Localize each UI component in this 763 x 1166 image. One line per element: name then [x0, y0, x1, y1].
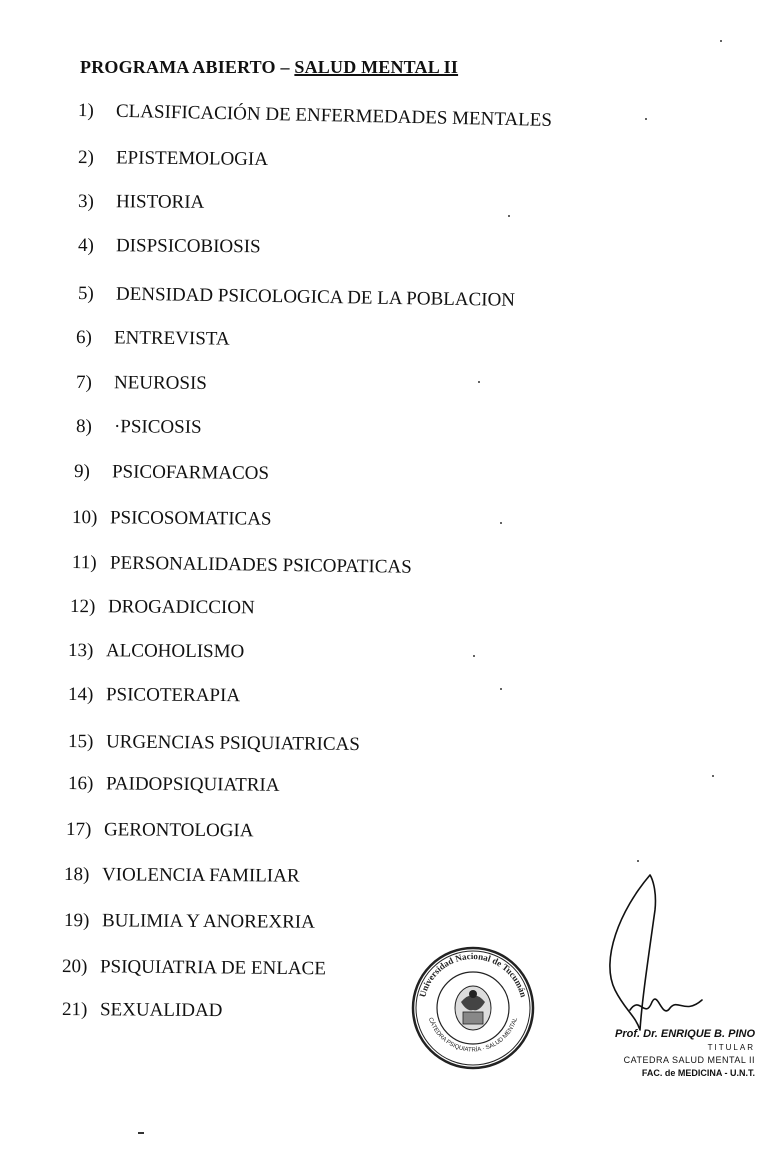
list-item	[66, 819, 254, 842]
list-item	[64, 864, 300, 888]
item-text: HISTORIA	[115, 191, 205, 213]
item-number: 13)	[67, 640, 94, 662]
item-text: EPISTEMOLOGIA	[115, 147, 269, 170]
item-text: URGENCIAS PSIQUIATRICAS	[105, 731, 361, 756]
item-number: 7)	[75, 372, 92, 394]
list-item	[64, 910, 315, 934]
signer-role: TITULAR	[707, 1043, 755, 1052]
list-item	[72, 552, 412, 579]
signature-stamp	[575, 1028, 755, 1080]
item-text: DENSIDAD PSICOLOGICA DE LA POBLACION	[115, 283, 516, 311]
signer-chair: CATEDRA SALUD MENTAL II	[623, 1055, 755, 1065]
item-text: PSICOFARMACOS	[111, 461, 270, 485]
list-item	[68, 731, 360, 756]
list-item	[68, 640, 244, 663]
title-subject: SALUD MENTAL II	[294, 57, 459, 77]
item-number: 11)	[71, 552, 97, 574]
title-prefix: PROGRAMA ABIERTO –	[80, 57, 295, 77]
item-number: 4)	[77, 235, 94, 257]
item-number: 1)	[77, 100, 95, 122]
list-item	[78, 191, 204, 214]
item-number: 16)	[67, 773, 94, 795]
list-item	[78, 235, 261, 258]
item-number: 20)	[61, 956, 88, 978]
university-seal	[410, 945, 536, 1071]
item-number: 12)	[69, 596, 96, 618]
item-text: DROGADICCION	[107, 596, 255, 619]
list-item	[76, 372, 207, 395]
item-text: PSIQUIATRIA DE ENLACE	[99, 956, 326, 980]
list-item	[68, 684, 240, 707]
item-text: PERSONALIDADES PSICOPATICAS	[109, 552, 412, 578]
item-text: NEUROSIS	[113, 372, 207, 394]
list-item	[72, 507, 272, 531]
item-text: PSICOSOMATICAS	[109, 507, 272, 530]
item-number: 14)	[67, 684, 94, 706]
item-number: 2)	[77, 147, 94, 169]
item-text: CLASIFICACIÓN DE ENFERMEDADES MENTALES	[115, 100, 553, 131]
list-item	[76, 416, 202, 439]
item-number: 15)	[67, 731, 94, 753]
item-number: 9)	[73, 461, 90, 483]
list-item	[78, 100, 552, 132]
signer-faculty: FAC. de MEDICINA - U.N.T.	[641, 1068, 755, 1078]
item-number: 3)	[77, 191, 94, 213]
item-number: 5)	[77, 283, 94, 305]
item-number: 17)	[65, 819, 92, 841]
svg-text:Universidad Nacional de Tucumá: Universidad Nacional de Tucumán	[417, 950, 529, 999]
item-text: VIOLENCIA FAMILIAR	[101, 864, 300, 887]
list-item	[68, 773, 280, 797]
item-text: DISPSICOBIOSIS	[115, 235, 261, 258]
item-number: 6)	[75, 327, 92, 349]
document-title	[80, 57, 458, 78]
svg-text:CÁTEDRA PSIQUIATRÍA · SALUD ME: CÁTEDRA PSIQUIATRÍA · SALUD MENTAL	[426, 1016, 520, 1054]
list-item	[78, 147, 268, 171]
list-item	[76, 327, 230, 351]
seal-emblem-icon	[455, 986, 491, 1030]
list-item	[62, 956, 326, 980]
list-item	[70, 596, 255, 619]
item-number: 18)	[63, 864, 90, 886]
item-number: 8)	[75, 416, 92, 438]
item-text: PAIDOPSIQUIATRIA	[105, 773, 280, 796]
item-text: PSICOTERAPIA	[105, 684, 241, 707]
list-item	[78, 283, 515, 312]
item-number: 19)	[63, 910, 90, 932]
signer-name: Prof. Dr. ENRIQUE B. PINO	[615, 1028, 755, 1040]
item-text: SEXUALIDAD	[99, 999, 223, 1022]
list-item	[62, 999, 223, 1022]
item-number: 10)	[71, 507, 98, 529]
item-text: BULIMIA Y ANOREXRIA	[101, 910, 315, 933]
item-text: ·PSICOSIS	[113, 416, 202, 438]
item-text: GERONTOLOGIA	[103, 819, 254, 842]
item-text: ALCOHOLISMO	[105, 640, 245, 663]
item-number: 21)	[61, 999, 88, 1021]
handwritten-signature	[590, 870, 710, 1040]
list-item	[74, 461, 269, 485]
item-text: ENTREVISTA	[113, 327, 230, 350]
